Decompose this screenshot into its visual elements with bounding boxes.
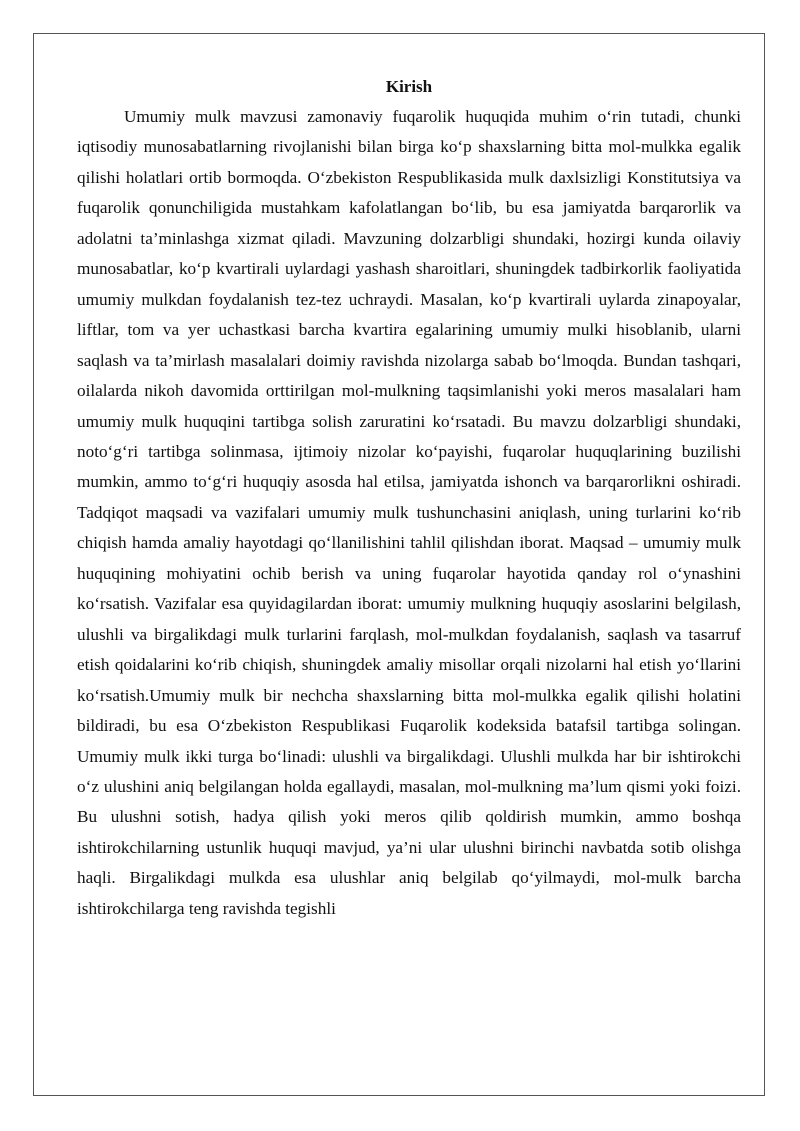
page-content <box>77 74 741 924</box>
body-paragraph: Umumiy mulk mavzusi zamonaviy fuqarolik huquqida muhim o‘rin tutadi, chunki iqtisodiy munosabatlarning rivojlanishi bilan birga ko‘p shaxslarning bitta mol-mulkka egalik qilishi holatlari ortib bormoqda. O‘zbekiston Respublikasida mulk daxlsizligi Konstitutsiya va fuqarolik qonunchiligida mustahkam kafolatlangan bo‘lib, bu esa jamiyatda barqarorlik va adolatni ta’minlashga xizmat qiladi. Mavzuning dolzarbligi shundaki, hozirgi kunda oilaviy munosabatlar, ko‘p kvartirali uylardagi yashash sharoitlari, shuningdek tadbirkorlik faoliyatida umumiy mulkdan foydalanish tez-tez uchraydi. Masalan, ko‘p kvartirali uylarda zinapoyalar, liftlar, tom va yer uchastkasi barcha kvartira egalarining umumiy mulki hisoblanib, ularni saqlash va ta’mirlash masalalari doimiy ravishda nizolarga sabab bo‘lmoqda. Bundan tashqari, oilalarda nikoh davomida orttirilgan mol-mulkning taqsimlanishi yoki meros masalalari ham umumiy mulk huquqini tartibga solish zaruratini ko‘rsatadi. Bu mavzu dolzarbligi shundaki, noto‘g‘ri tartibga solinmasa, ijtimoiy nizolar ko‘payishi, fuqarolar huquqlarining buzilishi mumkin, ammo to‘g‘ri huquqiy asosda hal etilsa, jamiyatda ishonch va barqarorlikni oshiradi. Tadqiqot maqsadi va vazifalari umumiy mulk tushunchasini aniqlash, uning turlarini ko‘rib chiqish hamda amaliy hayotdagi qo‘llanilishini tahlil qilishdan iborat. Maqsad – umumiy mulk huquqining mohiyatini ochib berish va uning fuqarolar hayotida qanday rol o‘ynashini ko‘rsatish. Vazifalar esa quyidagilardan iborat: umumiy mulkning huquqiy asoslarini belgilash, ulushli va birgalikdagi mulk turlarini farqlash, mol-mulkdan foydalanish, saqlash va tasarruf etish qoidalarini ko‘rib chiqish, shuningdek amaliy misollar orqali nizolarni hal etish yo‘llarini ko‘rsatish.Umumiy mulk bir nechcha shaxslarning bitta mol-mulkka egalik qilishi holatini bildiradi, bu esa O‘zbekiston Respublikasi Fuqarolik kodeksida batafsil tartibga solingan. Umumiy mulk ikki turga bo‘linadi: ulushli va birgalikdagi. Ulushli mulkda har bir ishtirokchi o‘z ulushini aniq belgilangan holda egallaydi, masalan, mol-mulkning ma’lum qismi yoki foizi. Bu ulushni sotish, hadya qilish yoki meros qilib qoldirish mumkin, ammo boshqa ishtirokchilarning ustunlik huquqi mavjud, ya’ni ular ulushni birinchi navbatda sotib olishga haqli. Birgalikdagi mulkda esa ulushlar aniq belgilab qo‘yilmaydi, mol-mulk barcha ishtirokchilarga teng ravishda tegishli <box>77 107 741 918</box>
section-title: Kirish <box>385 77 433 96</box>
